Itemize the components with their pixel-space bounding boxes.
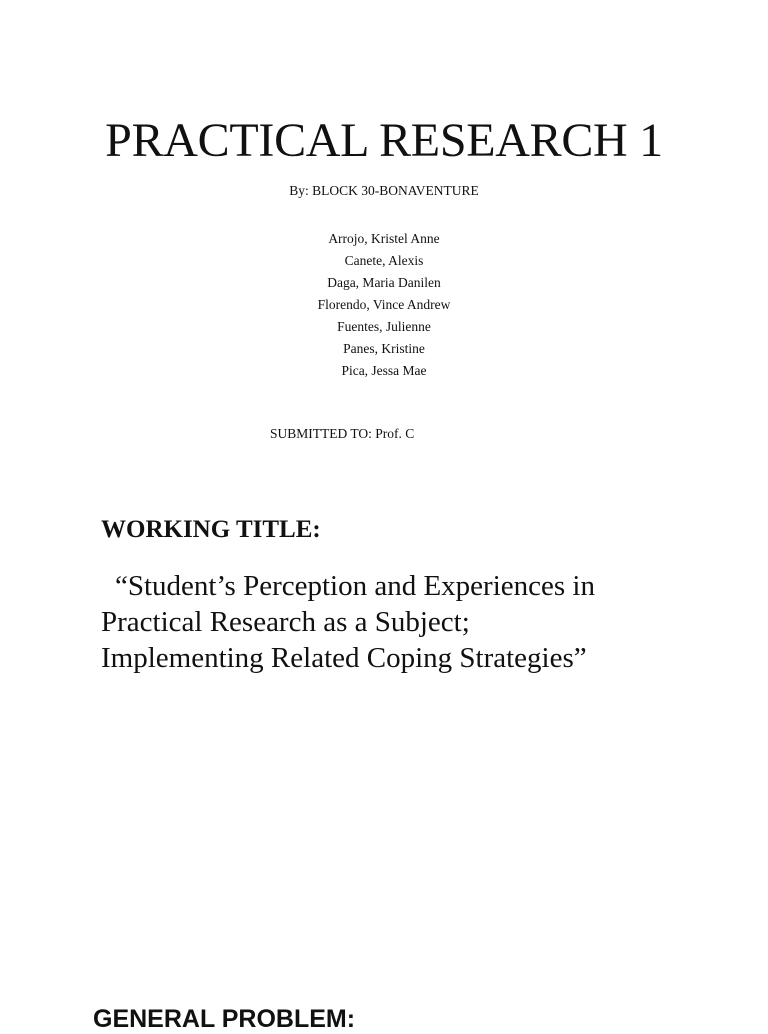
member-name: Daga, Maria Danilen: [327, 275, 441, 290]
submitted-to-line: SUBMITTED TO: Prof. C: [270, 426, 415, 441]
cover-page: [0, 0, 768, 441]
member-name: Fuentes, Julienne: [337, 319, 431, 334]
member-name: Pica, Jessa Mae: [341, 363, 427, 378]
second-page: [0, 433, 768, 1033]
document-title: PRACTICAL RESEARCH 1: [105, 114, 663, 167]
general-problem-heading: GENERAL PROBLEM:: [93, 1005, 356, 1033]
byline: By: BLOCK 30-BONAVENTURE: [289, 183, 479, 198]
working-title-line: “Student’s Perception and Experiences in: [115, 570, 595, 602]
working-title-heading: WORKING TITLE:: [101, 516, 321, 543]
member-name: Canete, Alexis: [344, 253, 424, 268]
working-title-text: [101, 568, 701, 676]
working-title-line: Practical Research as a Subject;: [101, 606, 470, 638]
member-name: Florendo, Vince Andrew: [317, 297, 451, 312]
working-title-line: Implementing Related Coping Strategies”: [101, 642, 587, 674]
member-list: [0, 228, 768, 382]
member-name: Arrojo, Kristel Anne: [328, 231, 440, 246]
member-name: Panes, Kristine: [343, 341, 425, 356]
